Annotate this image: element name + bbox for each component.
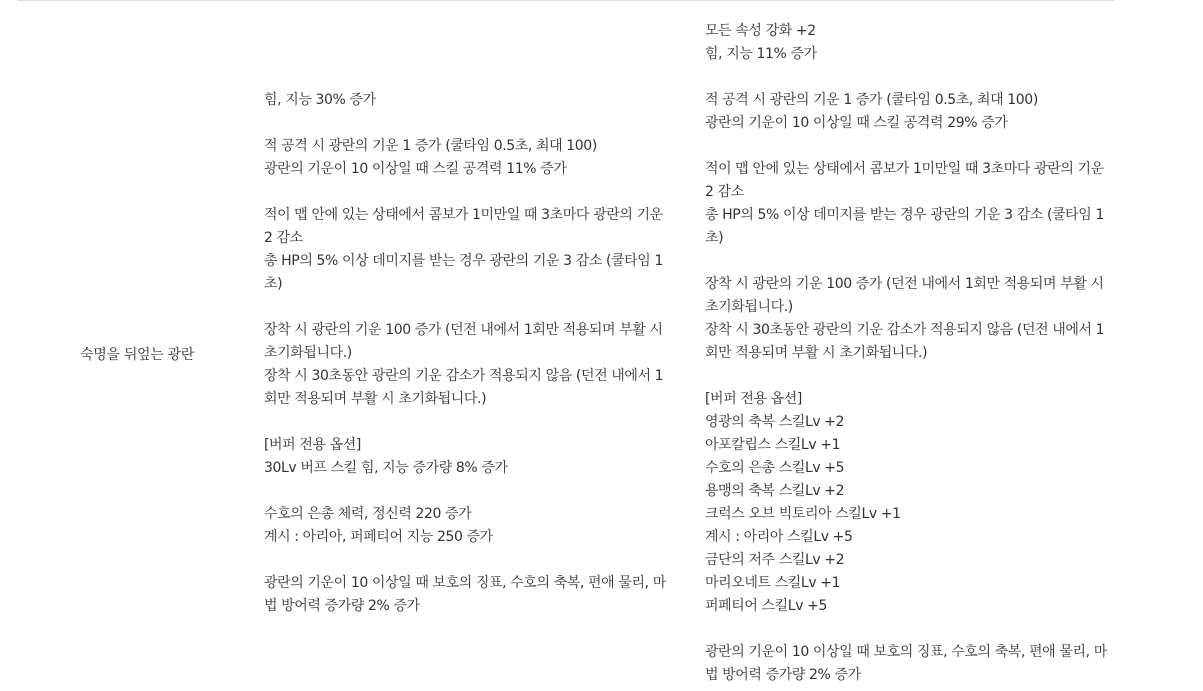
spacer-line (264, 112, 680, 135)
option-line: 회만 적용되며 부활 시 초기화됩니다.) (264, 391, 487, 407)
option-line: 금단의 저주 스킬Lv +2 (705, 552, 845, 568)
option-line: 용맹의 축복 스킬Lv +2 (705, 483, 845, 499)
table-top-border (18, 0, 1114, 1)
option-line: 총 HP의 5% 이상 데미지를 받는 경우 광란의 기운 3 감소 (쿨타임 1 (264, 253, 663, 269)
spacer-line (264, 549, 680, 572)
option-line: 계시 : 아리아, 퍼페티어 지능 250 증가 (264, 529, 493, 545)
option-line: 퍼페티어 스킬Lv +5 (705, 598, 827, 614)
option-line: 힘, 지능 30% 증가 (264, 92, 376, 108)
spacer-line (705, 66, 1117, 89)
spacer-line (705, 250, 1117, 273)
item-name-cell: 숙명을 뒤엎는 광란 (80, 347, 195, 363)
spacer-line (264, 480, 680, 503)
option-line: 광란의 기운이 10 이상일 때 보호의 징표, 수호의 축복, 편애 물리, 마 (264, 575, 666, 591)
spacer-line (264, 411, 680, 434)
option-line: 장착 시 광란의 기운 100 증가 (던전 내에서 1회만 적용되며 부활 시 (705, 276, 1104, 292)
spacer-line (264, 296, 680, 319)
option-line: 영광의 축복 스킬Lv +2 (705, 414, 845, 430)
option-line: 계시 : 아리아 스킬Lv +5 (705, 529, 853, 545)
option-line: 법 방어력 증가량 2% 증가 (264, 598, 420, 614)
option-line: 힘, 지능 11% 증가 (705, 46, 817, 62)
option-line: 수호의 은총 스킬Lv +5 (705, 460, 845, 476)
spacer-line (705, 365, 1117, 388)
option-line: 수호의 은총 체력, 정신력 220 증가 (264, 506, 472, 522)
option-line: 30Lv 버프 스킬 힘, 지능 증가량 8% 증가 (264, 460, 508, 476)
option-line: 법 방어력 증가량 2% 증가 (705, 667, 861, 683)
option-line: 회만 적용되며 부활 시 초기화됩니다.) (705, 345, 928, 361)
option-line: 마리오네트 스킬Lv +1 (705, 575, 841, 591)
spacer-line (264, 181, 680, 204)
option-line: 초기화됩니다.) (705, 299, 793, 315)
option-line: 초) (264, 276, 283, 292)
option-line: 광란의 기운이 10 이상일 때 스킬 공격력 11% 증가 (264, 161, 567, 177)
option-line: 크럭스 오브 빅토리아 스킬Lv +1 (705, 506, 901, 522)
option-line: 적이 맵 안에 있는 상태에서 콤보가 1미만일 때 3초마다 광란의 기운 (705, 161, 1104, 177)
spacer-line (705, 618, 1117, 641)
option-description-after (705, 20, 1117, 687)
option-line: 모든 속성 강화 +2 (705, 23, 816, 39)
option-line: 적 공격 시 광란의 기운 1 증가 (쿨타임 0.5초, 최대 100) (264, 138, 597, 154)
option-description-before (264, 89, 680, 618)
option-line: [버퍼 전용 옵션] (705, 391, 802, 407)
option-line: 2 감소 (264, 230, 303, 246)
option-line: 장착 시 30초동안 광란의 기운 감소가 적용되지 않음 (던전 내에서 1 (705, 322, 1105, 338)
option-line: 아포칼립스 스킬Lv +1 (705, 437, 841, 453)
option-line: 초기화됩니다.) (264, 345, 352, 361)
option-line: 적이 맵 안에 있는 상태에서 콤보가 1미만일 때 3초마다 광란의 기운 (264, 207, 663, 223)
option-line: 초) (705, 230, 724, 246)
option-line: 총 HP의 5% 이상 데미지를 받는 경우 광란의 기운 3 감소 (쿨타임 1 (705, 207, 1104, 223)
option-line: 적 공격 시 광란의 기운 1 증가 (쿨타임 0.5초, 최대 100) (705, 92, 1038, 108)
option-line: 장착 시 30초동안 광란의 기운 감소가 적용되지 않음 (던전 내에서 1 (264, 368, 664, 384)
option-line: 광란의 기운이 10 이상일 때 보호의 징표, 수호의 축복, 편애 물리, 마 (705, 644, 1107, 660)
option-line: [버퍼 전용 옵션] (264, 437, 361, 453)
option-line: 광란의 기운이 10 이상일 때 스킬 공격력 29% 증가 (705, 115, 1008, 131)
option-line: 장착 시 광란의 기운 100 증가 (던전 내에서 1회만 적용되며 부활 시 (264, 322, 663, 338)
spacer-line (705, 135, 1117, 158)
option-line: 2 감소 (705, 184, 744, 200)
